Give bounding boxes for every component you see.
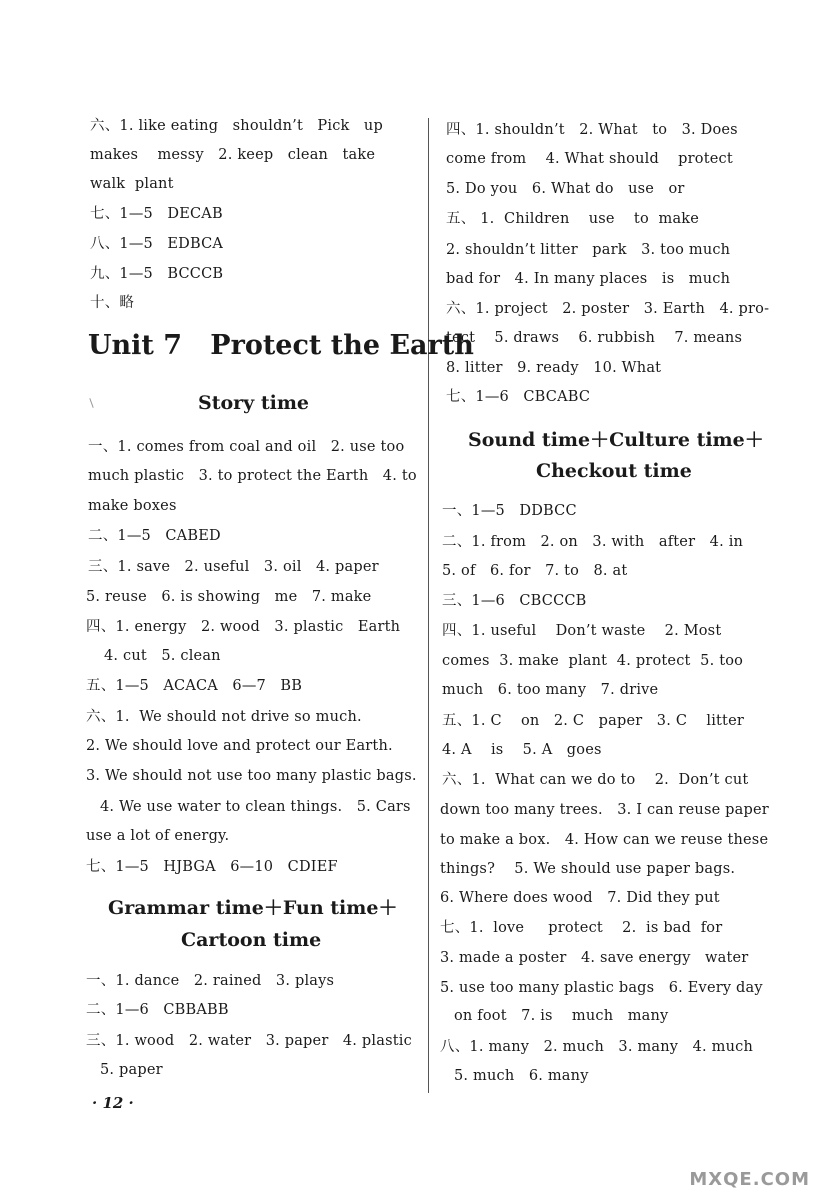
- right-answer-line: 8. litter 9. ready 10. What: [446, 360, 662, 376]
- scan-mark: [89, 398, 93, 408]
- left-answer-line: 四、1. energy 2. wood 3. plastic Earth: [86, 619, 401, 635]
- left-answer-line: 十、略: [90, 295, 135, 311]
- right-answer-line: 5. use too many plastic bags 6. Every day: [440, 980, 763, 996]
- left-answer-line: 一、1. dance 2. rained 3. plays: [86, 973, 335, 989]
- left-answer-line: make boxes: [88, 498, 177, 514]
- right-answer-line: to make a box. 4. How can we reuse these: [440, 832, 769, 848]
- section-heading-grammar-time: Grammar time＋Fun time＋: [108, 897, 398, 919]
- right-answer-line: 三、1—6 CBCCCB: [442, 593, 587, 609]
- left-answer-line: 5. paper: [100, 1062, 163, 1078]
- left-answer-line: 2. We should love and protect our Earth.: [86, 738, 393, 754]
- right-answer-line: 八、1. many 2. much 3. many 4. much: [440, 1039, 754, 1055]
- left-answer-line: 八、1—5 EDBCA: [90, 236, 224, 252]
- left-answer-line: makes messy 2. keep clean take: [90, 147, 376, 163]
- right-answer-line: 3. made a poster 4. save energy water: [440, 950, 749, 966]
- left-answer-line: 二、1—5 CABED: [88, 528, 221, 544]
- right-answer-line: much 6. too many 7. drive: [442, 682, 659, 698]
- right-answer-line: 2. shouldn’t litter park 3. too much: [446, 242, 731, 258]
- right-answer-line: 六、1. What can we do to 2. Don’t cut: [442, 772, 749, 788]
- unit-title: Unit 7 Protect the Earth: [88, 330, 474, 361]
- column-divider: [428, 118, 429, 1093]
- right-answer-line: 七、1. love protect 2. is bad for: [440, 920, 723, 936]
- right-answer-line: 5. Do you 6. What do use or: [446, 181, 685, 197]
- left-answer-line: 4. We use water to clean things. 5. Cars: [100, 799, 411, 815]
- left-answer-line: 5. reuse 6. is showing me 7. make: [86, 589, 372, 605]
- right-answer-line: 五、1. C on 2. C paper 3. C litter: [442, 713, 744, 729]
- right-answer-line: on foot 7. is much many: [454, 1008, 669, 1024]
- section-heading-story-time: Story time: [198, 392, 310, 414]
- left-answer-line: 七、1—5 HJBGA 6—10 CDIEF: [86, 859, 338, 875]
- left-answer-line: 三、1. wood 2. water 3. paper 4. plastic: [86, 1033, 412, 1049]
- left-answer-line: 二、1—6 CBBABB: [86, 1002, 229, 1018]
- left-answer-line: 一、1. comes from coal and oil 2. use too: [88, 439, 405, 455]
- left-answer-line: 4. cut 5. clean: [104, 648, 221, 664]
- left-answer-line: 七、1—5 DECAB: [90, 206, 223, 222]
- left-answer-line: 六、1. We should not drive so much.: [86, 709, 362, 725]
- right-answer-line: 4. A is 5. A goes: [442, 742, 602, 758]
- right-answer-line: 四、1. useful Don’t waste 2. Most: [442, 623, 722, 639]
- left-answer-line: walk plant: [90, 176, 174, 192]
- left-answer-line: much plastic 3. to protect the Earth 4. to: [88, 468, 417, 484]
- right-answer-line: 六、1. project 2. poster 3. Earth 4. pro-: [446, 301, 770, 317]
- right-answer-line: 五、 1. Children use to make: [446, 211, 700, 227]
- left-answer-line: 3. We should not use too many plastic bags.: [86, 768, 417, 784]
- left-answer-line: 三、1. save 2. useful 3. oil 4. paper: [88, 559, 379, 575]
- right-answer-line: 5. much 6. many: [454, 1068, 589, 1084]
- section-heading-sound-time: Sound time＋Culture time＋: [468, 429, 764, 451]
- left-answer-line: use a lot of energy.: [86, 828, 230, 844]
- right-answer-line: down too many trees. 3. I can reuse paper: [440, 802, 769, 818]
- section-heading-cartoon-time: Cartoon time: [181, 929, 322, 951]
- section-heading-checkout-time: Checkout time: [536, 460, 692, 482]
- right-answer-line: things? 5. We should use paper bags.: [440, 861, 736, 877]
- right-answer-line: 四、1. shouldn’t 2. What to 3. Does: [446, 122, 738, 138]
- left-answer-line: 六、1. like eating shouldn’t Pick up: [90, 118, 383, 134]
- left-answer-line: 九、1—5 BCCCB: [90, 266, 224, 282]
- watermark-text: MXQE.COM: [689, 1169, 810, 1190]
- right-answer-line: 6. Where does wood 7. Did they put: [440, 890, 720, 906]
- right-answer-line: 七、1—6 CBCABC: [446, 389, 591, 405]
- right-answer-line: tect 5. draws 6. rubbish 7. means: [446, 330, 743, 346]
- right-answer-line: comes 3. make plant 4. protect 5. too: [442, 653, 744, 669]
- right-answer-line: bad for 4. In many places is much: [446, 271, 731, 287]
- right-answer-line: 5. of 6. for 7. to 8. at: [442, 563, 628, 579]
- right-answer-line: come from 4. What should protect: [446, 151, 733, 167]
- right-answer-line: 一、1—5 DDBCC: [442, 503, 577, 519]
- page-number: · 12 ·: [92, 1094, 134, 1112]
- left-answer-line: 五、1—5 ACACA 6—7 BB: [86, 678, 303, 694]
- right-answer-line: 二、1. from 2. on 3. with after 4. in: [442, 534, 744, 550]
